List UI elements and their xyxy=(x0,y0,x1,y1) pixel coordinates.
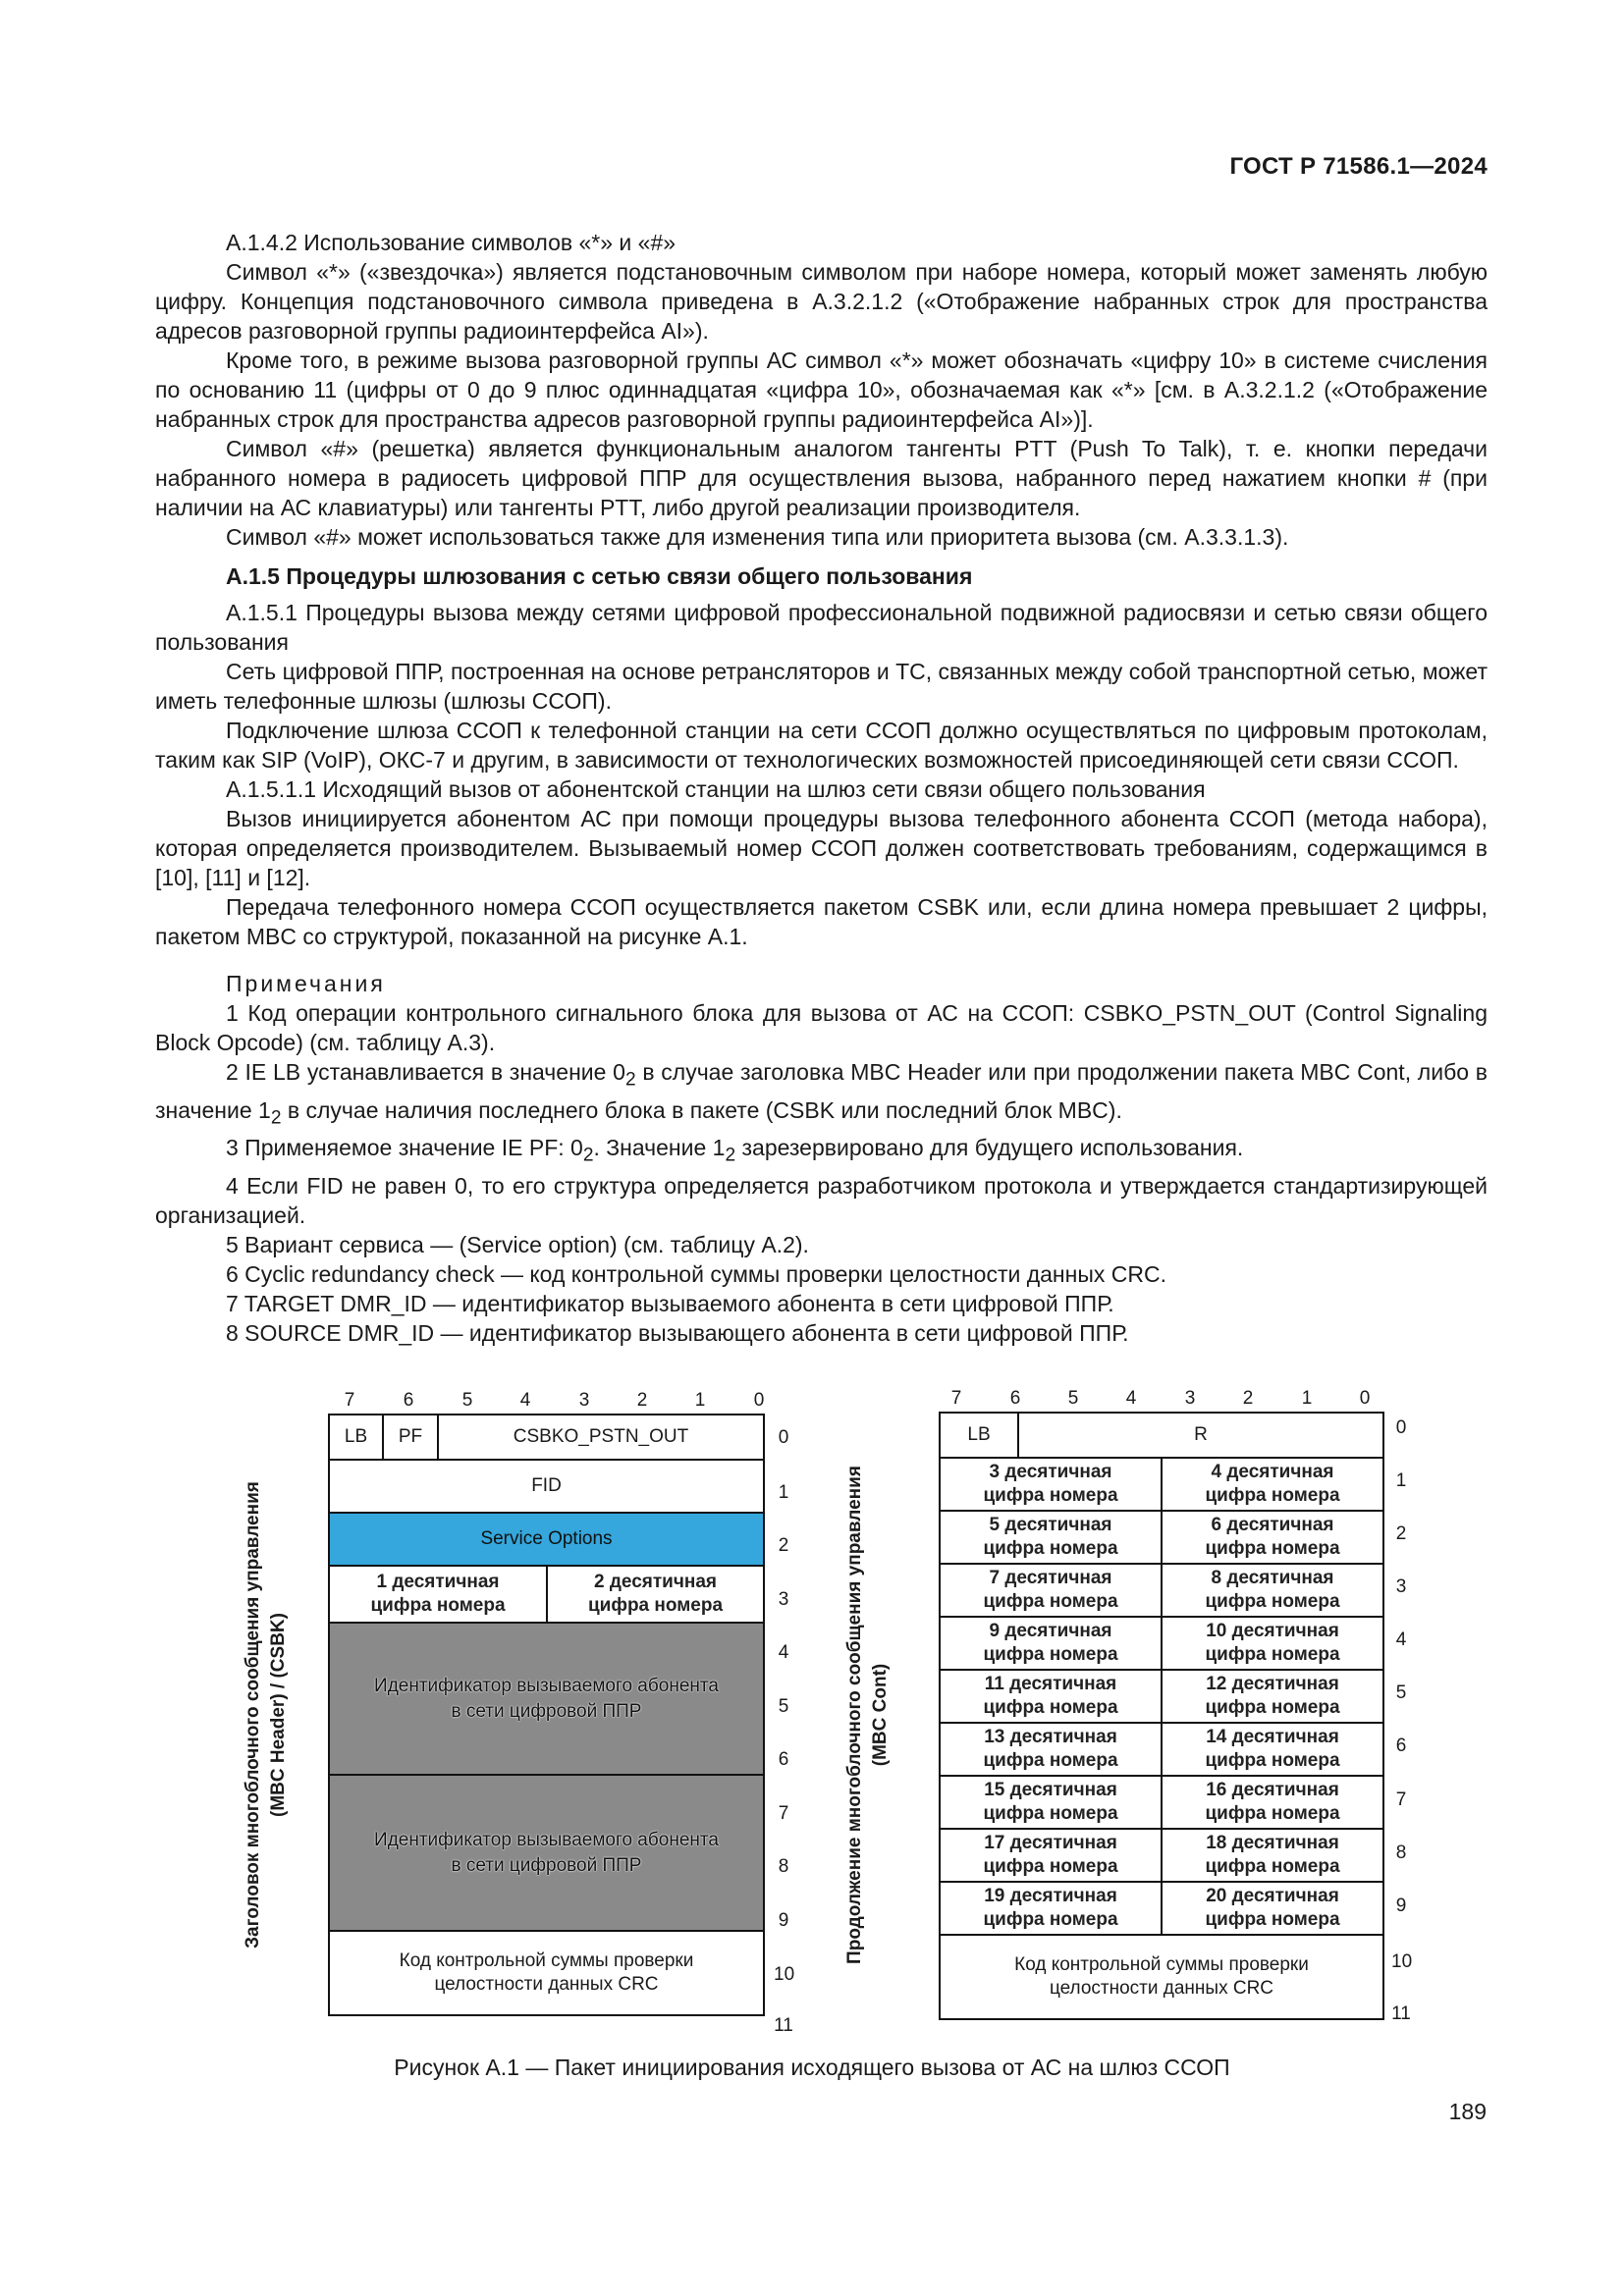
bit-number: 0 xyxy=(1359,1388,1371,1409)
paragraph: А.1.5.1.1 Исходящий вызов от абонентской станции на шлюз сети связи общего пользования xyxy=(226,776,1206,802)
row-number: 6 xyxy=(778,1749,789,1770)
digit-field: 11 десятичная цифра номера xyxy=(939,1669,1163,1724)
row-number: 9 xyxy=(1395,1896,1407,1916)
digit-field: 16 десятичная цифра номера xyxy=(1161,1775,1384,1830)
row-number: 7 xyxy=(1395,1789,1407,1810)
row-number: 3 xyxy=(1395,1576,1407,1597)
note-3: 3 Применяемое значение IE PF: $0_2$. Значение $1_2$ зарезервировано для будущего использования. xyxy=(226,1135,1244,1166)
bit-number: 4 xyxy=(519,1390,531,1411)
row-number: 4 xyxy=(778,1642,789,1663)
row-number: 2 xyxy=(778,1535,789,1556)
note-2: 2 IE LB устанавливается в значение $0_2$ в случае заголовка MBC Header или при продолжении пакета MBC Cont, либо в значение $1_2$ в случае наличия последнего блока в пакете (CSBK или последний блок MBC). xyxy=(155,1059,1488,1129)
fid-field: FID xyxy=(328,1459,765,1514)
paragraph: Сеть цифровой ППР, построенная на основе ретрансляторов и ТС, связанных между собой транспортной сетью, может иметь телефонные шлюзы (шлюзы ССОП). xyxy=(155,659,1488,714)
row-number: 1 xyxy=(1395,1470,1407,1491)
lb-field: LB xyxy=(939,1412,1019,1459)
service-options-field: Service Options xyxy=(328,1512,765,1567)
row-number: 3 xyxy=(778,1589,789,1610)
digit-field: 2 десятичная цифра номера xyxy=(546,1565,765,1624)
bit-number: 1 xyxy=(1301,1388,1313,1409)
digit-field: 19 десятичная цифра номера xyxy=(939,1881,1163,1936)
bit-number: 0 xyxy=(753,1390,765,1411)
left-side-label: Заголовок многоблочного сообщения управления (MBC Header) / (CSBK) xyxy=(243,1481,289,1949)
section-heading: А.1.5 Процедуры шлюзования с сетью связи общего пользования xyxy=(226,563,973,589)
source-id-field: Идентификатор вызываемого абонента в сети цифровой ППР xyxy=(328,1774,765,1932)
note-8: 8 SOURCE DMR_ID — идентификатор вызывающего абонента в сети цифровой ППР. xyxy=(226,1319,1129,1346)
digit-field: 10 десятичная цифра номера xyxy=(1161,1616,1384,1671)
body-text xyxy=(155,228,1488,1348)
paragraph: А.1.5.1 Процедуры вызова между сетями цифровой профессиональной подвижной радиосвязи и сетью связи общего пользования xyxy=(155,600,1488,655)
right-side-label: Продолжение многоблочного сообщения управления (MBC Cont) xyxy=(844,1466,891,1964)
row-number: 11 xyxy=(774,2015,793,2036)
row-number: 8 xyxy=(778,1856,789,1877)
crc-field: Код контрольной суммы проверки целостности данных CRC xyxy=(939,1934,1384,2020)
digit-field: 18 десятичная цифра номера xyxy=(1161,1828,1384,1883)
note-5: 5 Вариант сервиса — (Service option) (см. таблицу А.2). xyxy=(226,1231,809,1257)
digit-field: 6 десятичная цифра номера xyxy=(1161,1510,1384,1565)
note-4: 4 Если FID не равен 0, то его структура определяется разработчиком протокола и утверждается стандартизирующей организацией. xyxy=(155,1172,1488,1228)
bit-number: 2 xyxy=(636,1390,648,1411)
digit-field: 20 десятичная цифра номера xyxy=(1161,1881,1384,1936)
digit-field: 7 десятичная цифра номера xyxy=(939,1563,1163,1618)
row-number: 6 xyxy=(1395,1735,1407,1756)
row-number: 11 xyxy=(1391,2003,1411,2024)
pf-field: PF xyxy=(382,1414,439,1461)
digit-field: 17 десятичная цифра номера xyxy=(939,1828,1163,1883)
digit-field: 9 десятичная цифра номера xyxy=(939,1616,1163,1671)
digit-field: 1 десятичная цифра номера xyxy=(328,1565,548,1624)
bit-number: 5 xyxy=(461,1390,473,1411)
bit-number: 5 xyxy=(1067,1388,1079,1409)
bit-number: 1 xyxy=(694,1390,706,1411)
row-number: 7 xyxy=(778,1803,789,1824)
digit-field: 13 десятичная цифра номера xyxy=(939,1722,1163,1777)
row-number: 0 xyxy=(778,1427,789,1448)
page-number: 189 xyxy=(1448,2099,1487,2124)
bit-number: 3 xyxy=(578,1390,590,1411)
bit-number: 6 xyxy=(1009,1388,1021,1409)
paragraph: Передача телефонного номера ССОП осуществляется пакетом CSBK или, если длина номера превышает 2 цифры, пакетом MBC со структурой, показанной на рисунке А.1. xyxy=(155,894,1488,949)
reserved-field: R xyxy=(1017,1412,1384,1459)
paragraph: Кроме того, в режиме вызова разговорной группы АС символ «*» может обозначать «цифру 10» в системе счисления по основанию 11 (цифры от 0 до 9 плюс одиннадцатая «цифра 10», обозначаемая как «*» [см. в А.3.2.1.2 («Отображение набранных строк для пространства адресов разговорной группы радиоинтерфейса AI»)]. xyxy=(155,347,1488,432)
bit-number: 2 xyxy=(1242,1388,1254,1409)
row-number: 5 xyxy=(778,1696,789,1717)
lb-field: LB xyxy=(328,1414,384,1461)
bit-number: 6 xyxy=(403,1390,414,1411)
row-number: 2 xyxy=(1395,1523,1407,1544)
digit-field: 14 десятичная цифра номера xyxy=(1161,1722,1384,1777)
document-code: ГОСТ Р 71586.1—2024 xyxy=(1229,153,1488,180)
bit-number: 4 xyxy=(1125,1388,1137,1409)
digit-field: 12 десятичная цифра номера xyxy=(1161,1669,1384,1724)
notes-title: Примечания xyxy=(226,971,386,996)
row-number: 0 xyxy=(1395,1417,1407,1438)
digit-field: 5 десятичная цифра номера xyxy=(939,1510,1163,1565)
digit-field: 3 десятичная цифра номера xyxy=(939,1457,1163,1512)
bit-number: 3 xyxy=(1184,1388,1196,1409)
bit-number: 7 xyxy=(950,1388,962,1409)
subsection-title: А.1.4.2 Использование символов «*» и «#» xyxy=(226,230,677,255)
row-number: 8 xyxy=(1395,1842,1407,1863)
digit-field: 4 десятичная цифра номера xyxy=(1161,1457,1384,1512)
row-number: 5 xyxy=(1395,1682,1407,1703)
target-id-field: Идентификатор вызываемого абонента в сети цифровой ППР xyxy=(328,1622,765,1776)
paragraph: Символ «#» (решетка) является функциональным аналогом тангенты PTT (Push To Talk), т. е. кнопки передачи набранного номера в радиосеть цифровой ППР для осуществления вызова, набранного перед нажатием кнопки # (при наличии на АС клавиатуры) или тангенты PTT, либо другой реализации производителя. xyxy=(155,436,1488,520)
bit-number: 7 xyxy=(344,1390,355,1411)
crc-field: Код контрольной суммы проверки целостности данных CRC xyxy=(328,1930,765,2016)
opcode-field: CSBKO_PSTN_OUT xyxy=(437,1414,765,1461)
paragraph: Символ «#» может использоваться также для изменения типа или приоритета вызова (см. А.3.3.1.3). xyxy=(226,524,1289,550)
row-number: 1 xyxy=(778,1482,789,1503)
figure-caption: Рисунок А.1 — Пакет инициирования исходящего вызова от АС на шлюз ССОП xyxy=(394,2055,1230,2080)
row-number: 4 xyxy=(1395,1629,1407,1650)
note-1: 1 Код операции контрольного сигнального блока для вызова от АС на ССОП: CSBKO_PSTN_OUT (Control Signaling Block Opcode) (см. таблицу А.3). xyxy=(155,1000,1488,1055)
digit-field: 15 десятичная цифра номера xyxy=(939,1775,1163,1830)
paragraph: Подключение шлюза ССОП к телефонной станции на сети ССОП должно осуществляться по цифровым протоколам, таким как SIP (VoIP), ОКС-7 и другим, в зависимости от технологических возможностей присоединяющей сети связи ССОП. xyxy=(155,718,1488,773)
digit-field: 8 десятичная цифра номера xyxy=(1161,1563,1384,1618)
note-6: 6 Cyclic redundancy check — код контрольной суммы проверки целостности данных CRC. xyxy=(226,1260,1166,1287)
paragraph: Вызов инициируется абонентом АС при помощи процедуры вызова телефонного абонента ССОП (метода набора), которая определяется производителем. Вызываемый номер ССОП должен соответствовать требованиям, содержащимся в [10], [11] и [12]. xyxy=(155,806,1488,890)
paragraph: Символ «*» («звездочка») является подстановочным символом при наборе номера, который может заменять любую цифру. Концепция подстановочного символа приведена в А.3.2.1.2 («Отображение набранных строк для пространства адресов разговорной группы радиоинтерфейса AI»). xyxy=(155,259,1488,344)
row-number: 10 xyxy=(774,1964,795,1985)
row-number: 9 xyxy=(778,1910,789,1931)
row-number: 10 xyxy=(1391,1951,1413,1972)
note-7: 7 TARGET DMR_ID — идентификатор вызываемого абонента в сети цифровой ППР. xyxy=(226,1290,1114,1316)
